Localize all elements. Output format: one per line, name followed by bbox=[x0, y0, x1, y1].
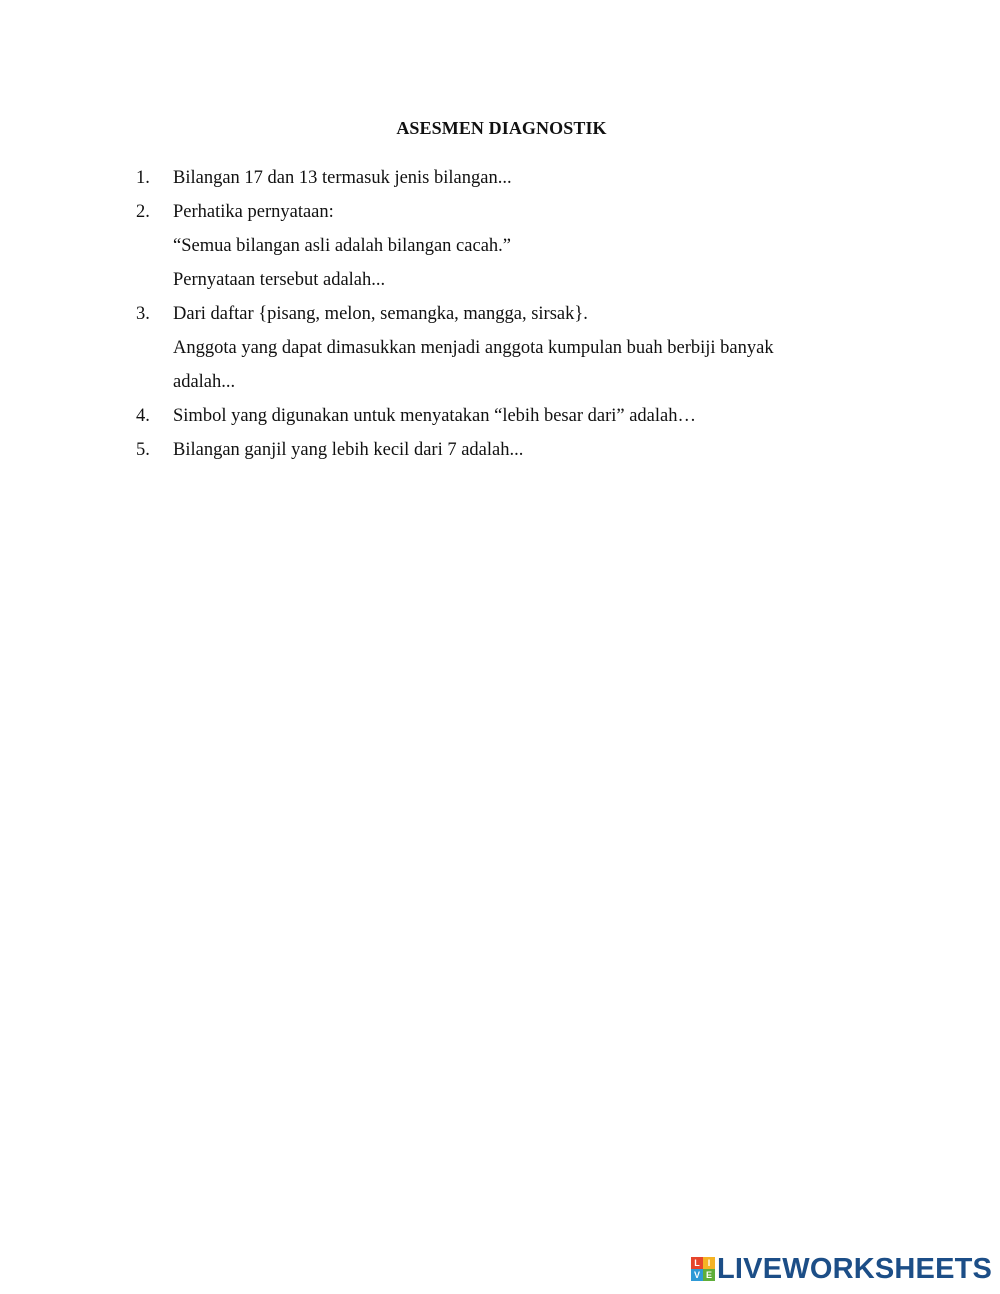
question-list bbox=[136, 164, 856, 470]
question-2 bbox=[136, 198, 856, 232]
logo-letter: E bbox=[703, 1269, 715, 1281]
question-text: Bilangan 17 dan 13 termasuk jenis bilangan... bbox=[173, 168, 512, 188]
question-4 bbox=[136, 402, 856, 436]
question-number: 3. bbox=[136, 304, 150, 324]
question-number: 1. bbox=[136, 168, 150, 188]
question-text: adalah... bbox=[173, 372, 236, 392]
question-3 bbox=[136, 300, 856, 334]
question-number: 4. bbox=[136, 406, 150, 426]
brand-text: LIVEWORKSHEETS bbox=[717, 1252, 993, 1285]
question-text: Dari daftar {pisang, melon, semangka, mangga, sirsak}. bbox=[173, 304, 588, 324]
logo-letter: I bbox=[703, 1257, 715, 1269]
question-text: Bilangan ganjil yang lebih kecil dari 7 adalah... bbox=[173, 440, 524, 460]
liveworksheets-brand[interactable] bbox=[691, 1254, 992, 1284]
question-3-continuation bbox=[136, 368, 856, 402]
question-2-continuation bbox=[136, 266, 856, 300]
liveworksheets-logo-icon bbox=[691, 1257, 715, 1281]
question-number: 5. bbox=[136, 440, 150, 460]
question-text: Simbol yang digunakan untuk menyatakan “lebih besar dari” adalah… bbox=[173, 406, 696, 426]
question-3-continuation bbox=[136, 334, 856, 368]
logo-letter: V bbox=[691, 1269, 703, 1281]
question-text: Perhatika pernyataan: bbox=[173, 202, 334, 222]
logo-letter: L bbox=[691, 1257, 703, 1269]
question-1 bbox=[136, 164, 856, 198]
page-title: ASESMEN DIAGNOSTIK bbox=[396, 118, 607, 138]
question-text: Anggota yang dapat dimasukkan menjadi anggota kumpulan buah berbiji banyak bbox=[173, 338, 774, 358]
question-2-continuation bbox=[136, 232, 856, 266]
question-5 bbox=[136, 436, 856, 470]
question-number: 2. bbox=[136, 202, 150, 222]
question-text: Pernyataan tersebut adalah... bbox=[173, 270, 386, 290]
question-statement: “Semua bilangan asli adalah bilangan cacah.” bbox=[173, 236, 511, 256]
